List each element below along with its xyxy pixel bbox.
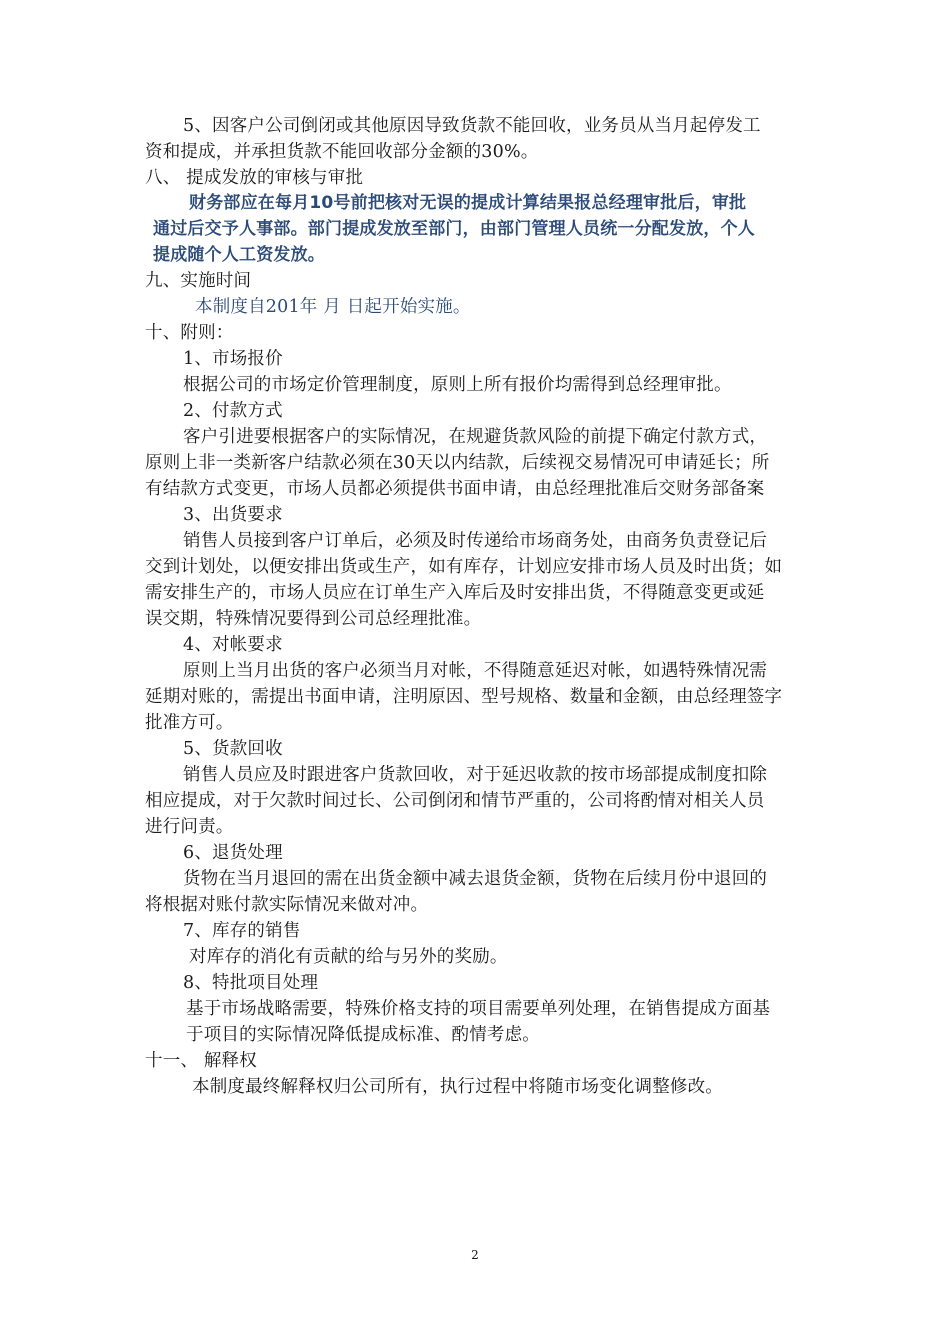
text-line: 对库存的消化有贡献的给与另外的奖励。 xyxy=(189,947,508,967)
text-line: 十一、 解释权 xyxy=(145,1051,257,1071)
text-line: 6、退货处理 xyxy=(183,843,283,863)
text-line: 4、对帐要求 xyxy=(183,635,283,655)
text-line: 延期对账的，需提出书面申请，注明原因、型号规格、数量和金额，由总经理签字 xyxy=(145,687,783,707)
text-line: 销售人员接到客户订单后，必须及时传递给市场商务处，由商务负责登记后 xyxy=(183,531,768,551)
text-line: 原则上非一类新客户结款必须在30天以内结款，后续视交易情况可申请延长；所 xyxy=(145,453,770,473)
text-line: 于项目的实际情况降低提成标准、酌情考虑。 xyxy=(186,1025,540,1045)
text-line: 资和提成，并承担货款不能回收部分金额的30%。 xyxy=(145,142,539,162)
text-line: 提成随个人工资发放。 xyxy=(153,245,325,265)
text-line: 相应提成，对于欠款时间过长、公司倒闭和情节严重的，公司将酌情对相关人员 xyxy=(145,791,765,811)
text-line: 交到计划处，以便安排出货或生产，如有库存，计划应安排市场人员及时出货；如 xyxy=(145,557,783,577)
text-line: 5、因客户公司倒闭或其他原因导致货款不能回收，业务员从当月起停发工 xyxy=(183,116,761,136)
text-line: 8、特批项目处理 xyxy=(183,973,319,993)
text-line: 通过后交予人事部。部门提成发放至部门，由部门管理人员统一分配发放，个人 xyxy=(153,219,755,239)
text-line: 根据公司的市场定价管理制度，原则上所有报价均需得到总经理审批。 xyxy=(183,375,732,395)
text-line: 本制度自201年 月 日起开始实施。 xyxy=(195,297,471,317)
text-line: 十、附则： xyxy=(145,323,234,343)
text-line: 基于市场战略需要，特殊价格支持的项目需要单列处理，在销售提成方面基 xyxy=(186,999,771,1019)
text-line: 有结款方式变更，市场人员都必须提供书面申请，由总经理批准后交财务部备案 xyxy=(145,479,765,499)
text-line: 5、货款回收 xyxy=(183,739,283,759)
text-line: 财务部应在每月10号前把核对无误的提成计算结果报总经理审批后，审批 xyxy=(189,193,747,213)
text-line: 八、 提成发放的审核与审批 xyxy=(145,168,364,188)
text-line: 销售人员应及时跟进客户货款回收，对于延迟收款的按市场部提成制度扣除 xyxy=(183,765,768,785)
text-line: 货物在当月退回的需在出货金额中减去退货金额，货物在后续月份中退回的 xyxy=(183,869,768,889)
text-line: 7、库存的销售 xyxy=(183,921,301,941)
text-line: 进行问责。 xyxy=(145,817,234,837)
text-line: 客户引进要根据客户的实际情况，在规避货款风险的前提下确定付款方式， xyxy=(183,427,768,447)
text-line: 将根据对账付款实际情况来做对冲。 xyxy=(145,895,429,915)
text-line: 本制度最终解释权归公司所有，执行过程中将随市场变化调整修改。 xyxy=(192,1077,723,1097)
text-line: 九、实施时间 xyxy=(145,271,252,291)
page-number: 2 xyxy=(471,1248,479,1262)
text-line: 1、市场报价 xyxy=(183,349,283,369)
text-line: 2、付款方式 xyxy=(183,401,283,421)
text-line: 误交期，特殊情况要得到公司总经理批准。 xyxy=(145,609,482,629)
text-line: 3、出货要求 xyxy=(183,505,283,525)
text-line: 批准方可。 xyxy=(145,713,234,733)
text-line: 原则上当月出货的客户必须当月对帐，不得随意延迟对帐，如遇特殊情况需 xyxy=(183,661,768,681)
text-line: 需安排生产的，市场人员应在订单生产入库后及时安排出货，不得随意变更或延 xyxy=(145,583,765,603)
